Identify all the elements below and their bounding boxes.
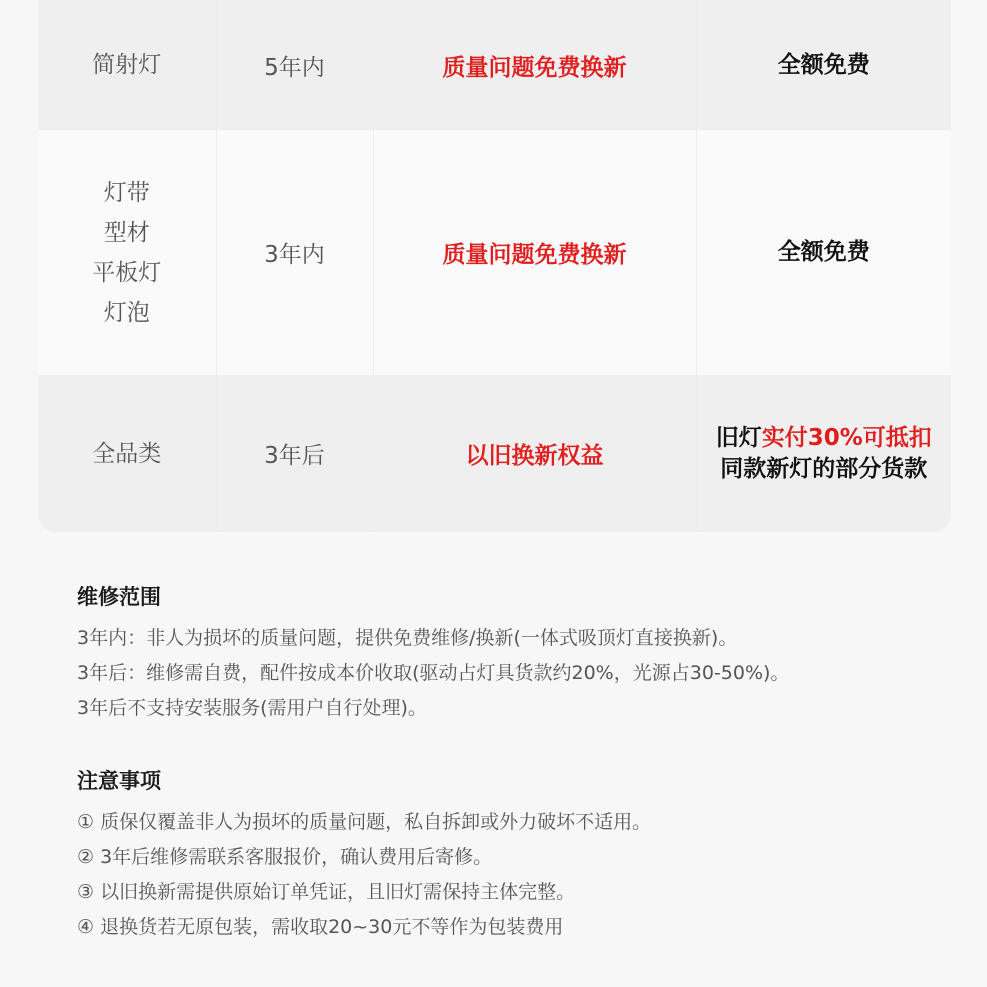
category-label: 平板灯 — [92, 259, 162, 286]
notes-line: ① 质保仅覆盖非人为损坏的质量问题，私自拆卸或外力破坏不适用。 — [77, 811, 652, 833]
category-label: 灯泡 — [103, 299, 150, 326]
policy-cell — [373, 0, 696, 130]
cost-line-2: 同款新灯的部分货款 — [720, 455, 928, 482]
repair-scope-line: 3年内：非人为损坏的质量问题，提供免费维修/换新(一体式吸顶灯直接换新)。 — [77, 627, 738, 649]
cost-prefix: 旧灯 — [715, 424, 762, 451]
notes-title: 注意事项 — [77, 769, 161, 793]
period-label: 3年内 — [264, 242, 325, 268]
period-cell — [216, 130, 373, 375]
table-row — [38, 0, 951, 130]
repair-scope-title: 维修范围 — [77, 585, 161, 609]
period-label: 3年后 — [264, 443, 325, 469]
notes-line: ④ 退换货若无原包装，需收取20~30元不等作为包装费用 — [77, 916, 564, 938]
category-label: 简射灯 — [92, 52, 162, 78]
cost-label: 全额免费 — [777, 239, 870, 265]
repair-scope-line: 3年后不支持安装服务(需用户自行处理)。 — [77, 697, 427, 719]
category-label: 型材 — [103, 219, 150, 246]
policy-cell — [373, 375, 696, 532]
policy-label: 以旧换新权益 — [465, 443, 604, 469]
notes-line: ② 3年后维修需联系客服报价，确认费用后寄修。 — [77, 846, 493, 868]
category-cell — [38, 0, 216, 130]
cost-cell — [696, 375, 951, 532]
notes-section — [77, 767, 957, 945]
policy-label: 质量问题免费换新 — [442, 54, 627, 81]
warranty-table-grid — [38, 0, 951, 532]
category-label: 灯带 — [103, 179, 150, 206]
cost-highlight: 实付30%可抵扣 — [761, 424, 932, 451]
period-label: 5年内 — [264, 54, 325, 81]
category-cell — [38, 375, 216, 532]
cost-cell — [696, 0, 951, 130]
cost-label: 全额免费 — [777, 51, 870, 78]
repair-scope-section — [77, 583, 957, 726]
warranty-table — [38, 0, 951, 532]
notes-line: ③ 以旧换新需提供原始订单凭证，且旧灯需保持主体完整。 — [77, 881, 576, 903]
cost-cell — [696, 130, 951, 375]
period-cell — [216, 375, 373, 532]
table-row — [38, 375, 951, 532]
policy-cell — [373, 130, 696, 375]
period-cell — [216, 0, 373, 130]
category-label: 全品类 — [92, 440, 162, 467]
repair-scope-line: 3年后：维修需自费，配件按成本价收取(驱动占灯具货款约20%，光源占30-50%)。 — [77, 662, 790, 684]
category-cell — [38, 130, 216, 375]
policy-label: 质量问题免费换新 — [442, 242, 627, 268]
table-row — [38, 130, 951, 375]
cost-line-1 — [697, 423, 952, 454]
